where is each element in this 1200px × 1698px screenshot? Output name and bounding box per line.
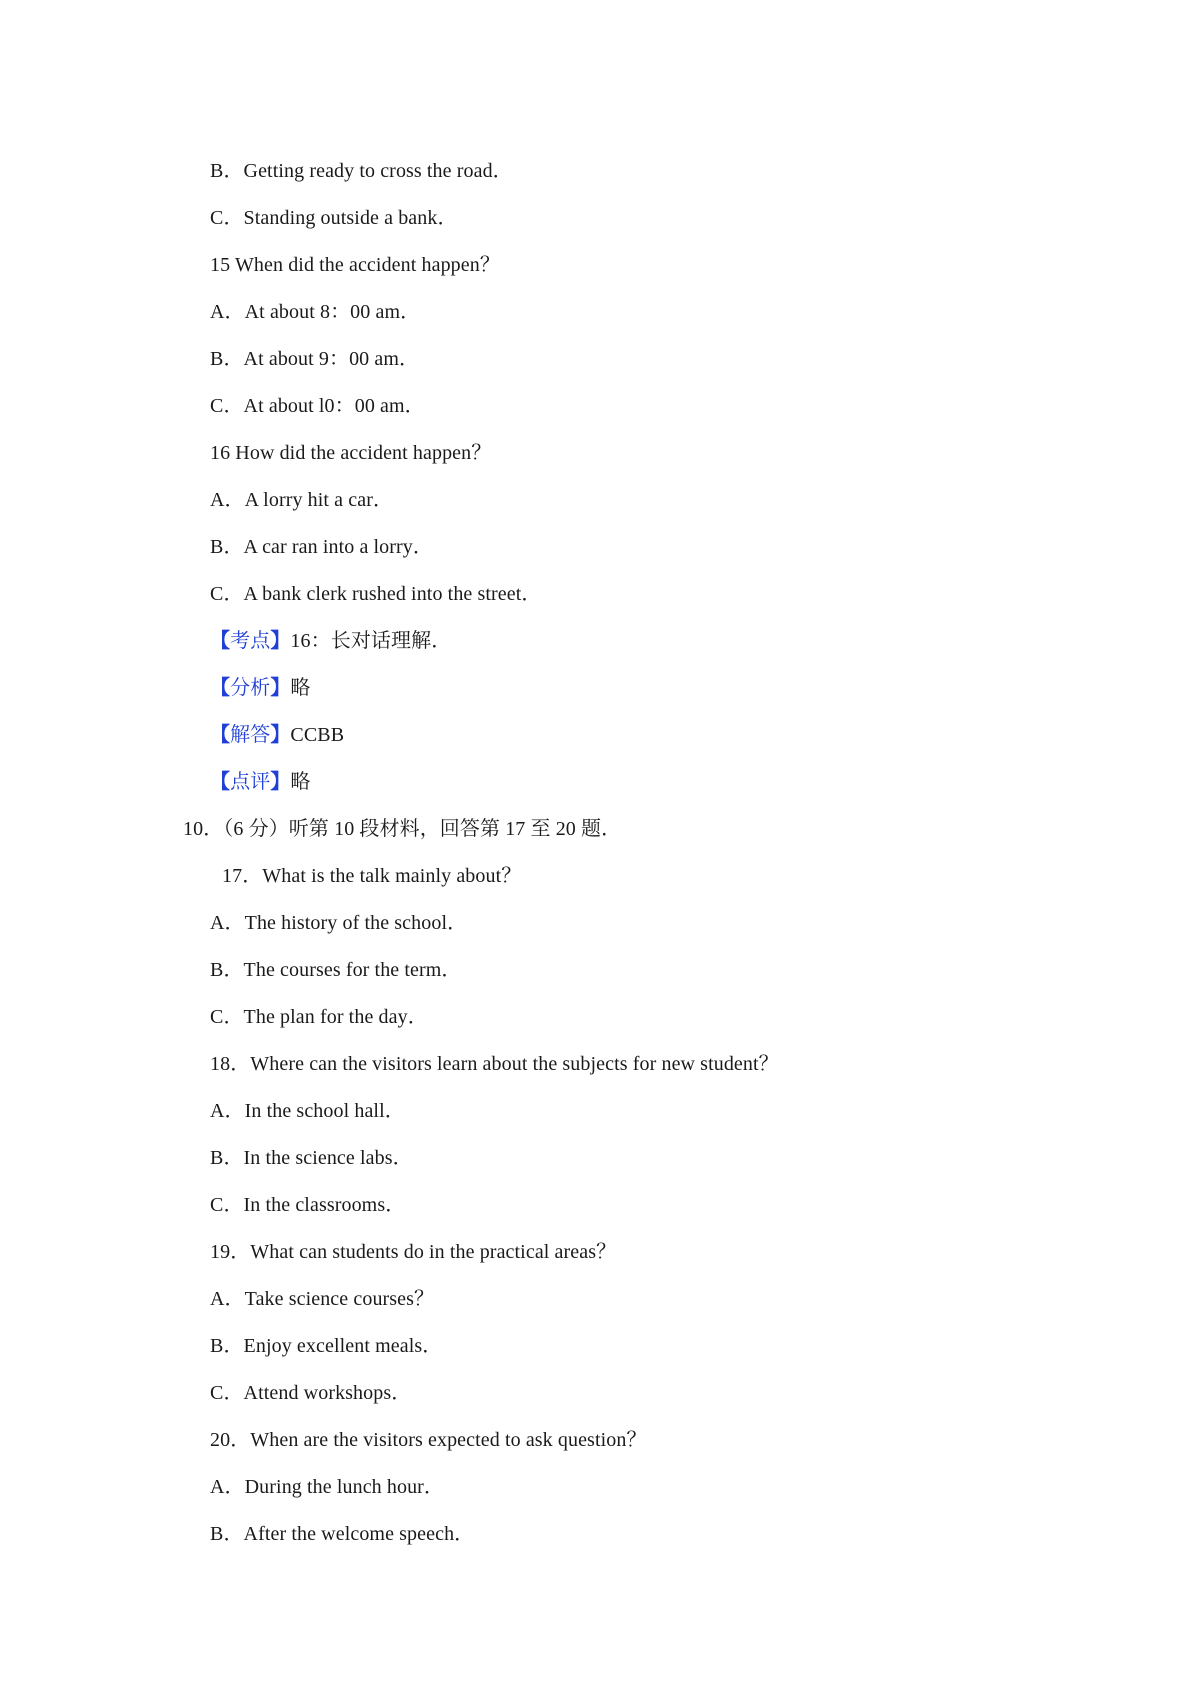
question-15: 15 When did the accident happen？ [210,254,500,276]
question-16: 16 How did the accident happen？ [210,442,492,464]
option-c-q14: C．Standing outside a bank． [210,207,458,229]
option-a-q20: A．During the lunch hour． [210,1476,445,1498]
option-c-q16: C．A bank clerk rushed into the street． [210,583,542,605]
option-b-q18: B．In the science labs． [210,1147,413,1169]
tag-close-bracket: 】 [270,771,291,793]
tag-open-bracket: 【 [210,771,231,793]
option-a-q16: A．A lorry hit a car． [210,489,394,511]
option-b-q15: B．At about 9：00 am． [210,348,420,370]
option-a-q17: A．The history of the school． [210,912,468,934]
option-c-q19: C．Attend workshops． [210,1382,412,1404]
tag-open-bracket: 【 [210,677,231,699]
option-b-q14: B．Getting ready to cross the road． [210,160,513,182]
option-c-q18: C．In the classrooms． [210,1194,406,1216]
question-18: 18．Where can the visitors learn about the subjects for new student？ [210,1053,779,1075]
option-c-q17: C．The plan for the day． [210,1006,428,1028]
tag-close-bracket: 】 [270,677,291,699]
tag-open-bracket: 【 [210,630,231,652]
option-b-q16: B．A car ran into a lorry． [210,536,433,558]
option-b-q19: B．Enjoy excellent meals． [210,1335,443,1357]
kaodian-row [210,629,451,653]
kaodian-text: 16：长对话理解． [290,630,452,652]
fenxi-tag: 分析 [230,677,271,699]
option-a-q18: A．In the school hall． [210,1100,405,1122]
dianping-text: 略 [290,771,311,793]
fenxi-text: 略 [290,677,311,699]
option-a-q19: A．Take science courses？ [210,1288,435,1310]
kaodian-tag: 考点 [230,630,271,652]
jieda-row [210,723,344,747]
jieda-text: CCBB [290,724,345,746]
option-a-q15: A．At about 8：00 am． [210,301,421,323]
section-heading-10: 10．（6 分）听第 10 段材料，回答第 17 至 20 题． [183,818,622,840]
question-17: 17．What is the talk mainly about？ [222,865,522,887]
option-b-q20: B．After the welcome speech． [210,1523,475,1545]
dianping-tag: 点评 [230,771,271,793]
question-20: 20．When are the visitors expected to ask question？ [210,1429,647,1451]
option-c-q15: C．At about l0：00 am． [210,395,425,417]
question-19: 19．What can students do in the practical areas？ [210,1241,617,1263]
jieda-tag: 解答 [230,724,271,746]
dianping-row [210,770,311,794]
tag-close-bracket: 】 [270,630,291,652]
tag-close-bracket: 】 [270,724,291,746]
fenxi-row [210,676,311,700]
tag-open-bracket: 【 [210,724,231,746]
option-b-q17: B．The courses for the term． [210,959,462,981]
